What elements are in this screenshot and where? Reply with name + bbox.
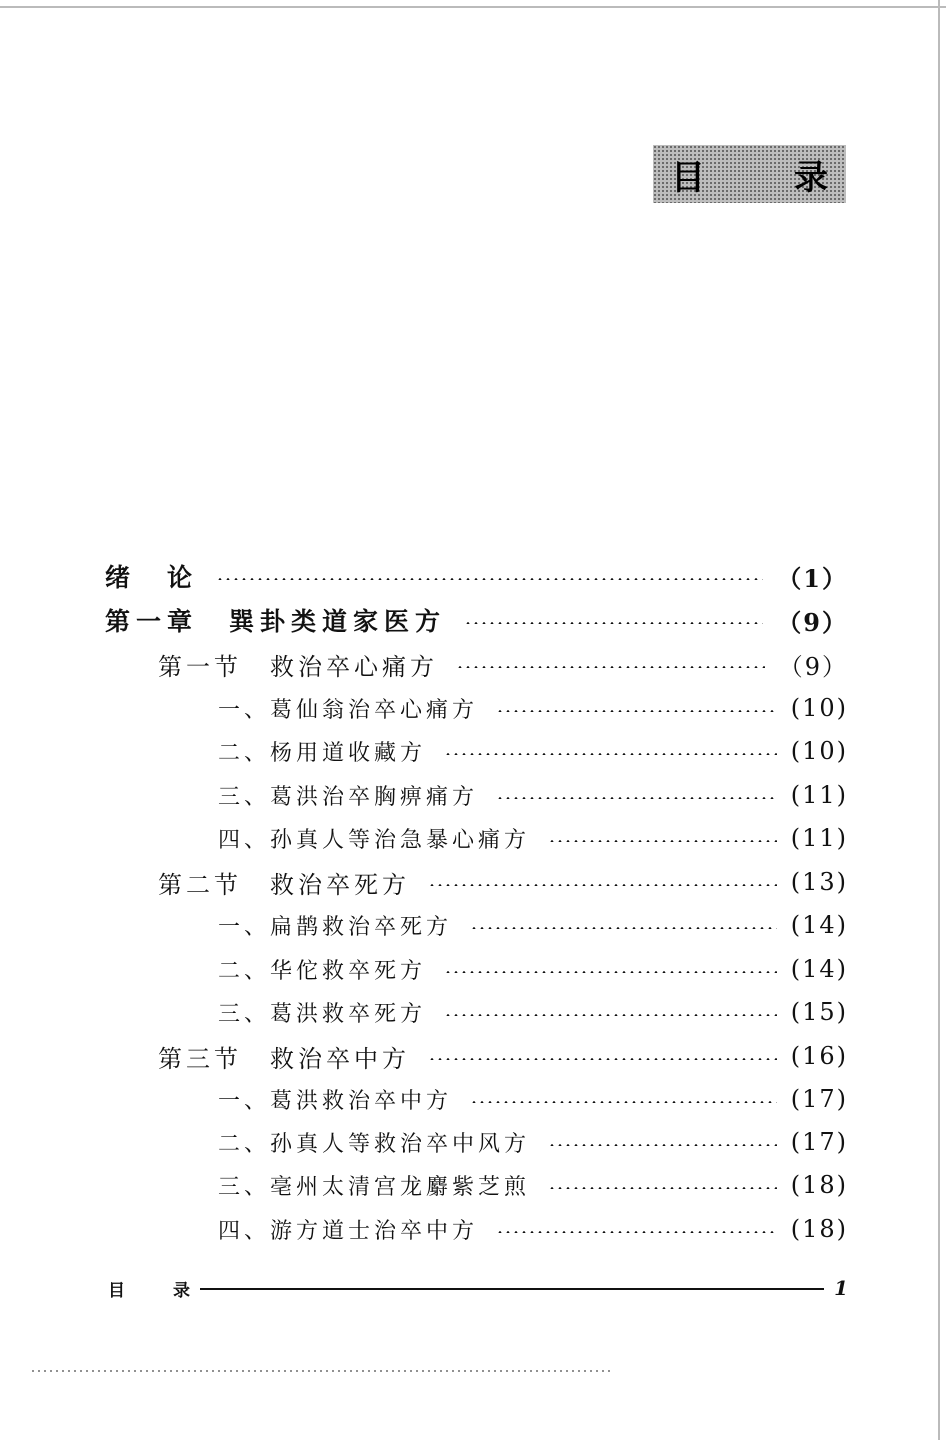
dot-leader	[216, 578, 763, 580]
toc-entry-introduction[interactable]	[105, 556, 848, 596]
toc-entry-label: 三、葛洪救卒死方	[218, 1001, 427, 1027]
toc-entry-item[interactable]	[218, 775, 848, 815]
toc-entry-item[interactable]	[218, 949, 848, 989]
toc-entry-page: (14)	[790, 955, 848, 983]
toc-entry-page: (18)	[790, 1215, 848, 1243]
toc-entry-item[interactable]	[218, 731, 848, 771]
toc-entry-page: (15)	[790, 998, 848, 1026]
dot-leader	[496, 1231, 777, 1233]
toc-entry-page: (11)	[790, 824, 848, 852]
toc-entry-label: 第一章 巽卦类道家医方	[105, 607, 447, 636]
toc-entry-page: （1）	[777, 563, 848, 593]
scan-edge-top	[0, 6, 946, 8]
toc-entry-chapter-1[interactable]	[105, 600, 848, 640]
dot-leader	[428, 1058, 777, 1060]
title-char-mu: 目	[671, 157, 705, 198]
title-char-lu: 录	[794, 157, 828, 198]
toc-entry-page: (10)	[790, 694, 848, 722]
toc-entry-label: 一、葛仙翁治卒心痛方	[218, 697, 479, 723]
dot-leader	[548, 1144, 777, 1146]
toc-entry-label: 二、杨用道收藏方	[218, 740, 427, 766]
toc-entry-item[interactable]	[218, 1165, 848, 1205]
dot-leader	[470, 927, 777, 929]
toc-entry-page: (17)	[790, 1085, 848, 1113]
footer-label-mu: 目	[108, 1280, 125, 1301]
toc-entry-page: (10)	[790, 737, 848, 765]
toc-entry-label: 二、孙真人等救治卒中风方	[218, 1131, 531, 1157]
toc-entry-label: 四、游方道士治卒中方	[218, 1218, 479, 1244]
dot-leader	[428, 884, 777, 886]
toc-entry-page: （9）	[777, 607, 848, 637]
scan-edge-right	[938, 0, 940, 1440]
toc-entry-label: 一、扁鹊救治卒死方	[218, 914, 453, 940]
toc-entry-item[interactable]	[218, 688, 848, 728]
dot-leader	[548, 840, 777, 842]
toc-entry-label: 第二节 救治卒死方	[158, 870, 410, 899]
toc-entry-page: （9）	[778, 652, 848, 681]
toc-entry-page: (11)	[790, 781, 848, 809]
toc-entry-label: 第三节 救治卒中方	[158, 1044, 410, 1073]
toc-entry-section-2[interactable]	[158, 862, 848, 902]
toc-entry-item[interactable]	[218, 1079, 848, 1119]
toc-entry-section-1[interactable]	[158, 644, 848, 684]
toc-entry-page: (16)	[790, 1042, 848, 1070]
toc-entry-item[interactable]	[218, 905, 848, 945]
toc-entry-label: 二、华佗救卒死方	[218, 958, 427, 984]
dot-leader	[456, 666, 765, 668]
page-number: 1	[834, 1276, 848, 1300]
toc-entry-label: 四、孙真人等治急暴心痛方	[218, 827, 531, 853]
toc-entry-page: (14)	[790, 911, 848, 939]
toc-entry-page: (18)	[790, 1171, 848, 1199]
dot-leader	[496, 797, 777, 799]
toc-entry-item[interactable]	[218, 818, 848, 858]
toc-entry-page: (13)	[790, 868, 848, 896]
dot-leader	[444, 753, 777, 755]
scan-artifact-line	[30, 1370, 610, 1372]
footer-rule	[200, 1288, 824, 1290]
dot-leader	[444, 1014, 777, 1016]
dot-leader	[464, 622, 763, 624]
dot-leader	[444, 971, 777, 973]
toc-entry-label: 三、亳州太清宫龙麝紫芝煎	[218, 1174, 531, 1200]
toc-entry-section-3[interactable]	[158, 1036, 848, 1076]
toc-entry-item[interactable]	[218, 1209, 848, 1249]
footer-label-lu: 录	[173, 1280, 190, 1301]
dot-leader	[496, 710, 777, 712]
toc-entry-label: 一、葛洪救治卒中方	[218, 1088, 453, 1114]
toc-entry-label: 第一节 救治卒心痛方	[158, 652, 438, 681]
toc-entry-label: 三、葛洪治卒胸痹痛方	[218, 784, 479, 810]
dot-leader	[470, 1101, 777, 1103]
page-title	[653, 145, 846, 203]
toc-entry-item[interactable]	[218, 992, 848, 1032]
running-footer	[108, 1276, 848, 1300]
dot-leader	[548, 1187, 777, 1189]
toc-entry-item[interactable]	[218, 1122, 848, 1162]
toc-entry-page: (17)	[790, 1128, 848, 1156]
toc-entry-label: 绪 论	[105, 563, 199, 592]
